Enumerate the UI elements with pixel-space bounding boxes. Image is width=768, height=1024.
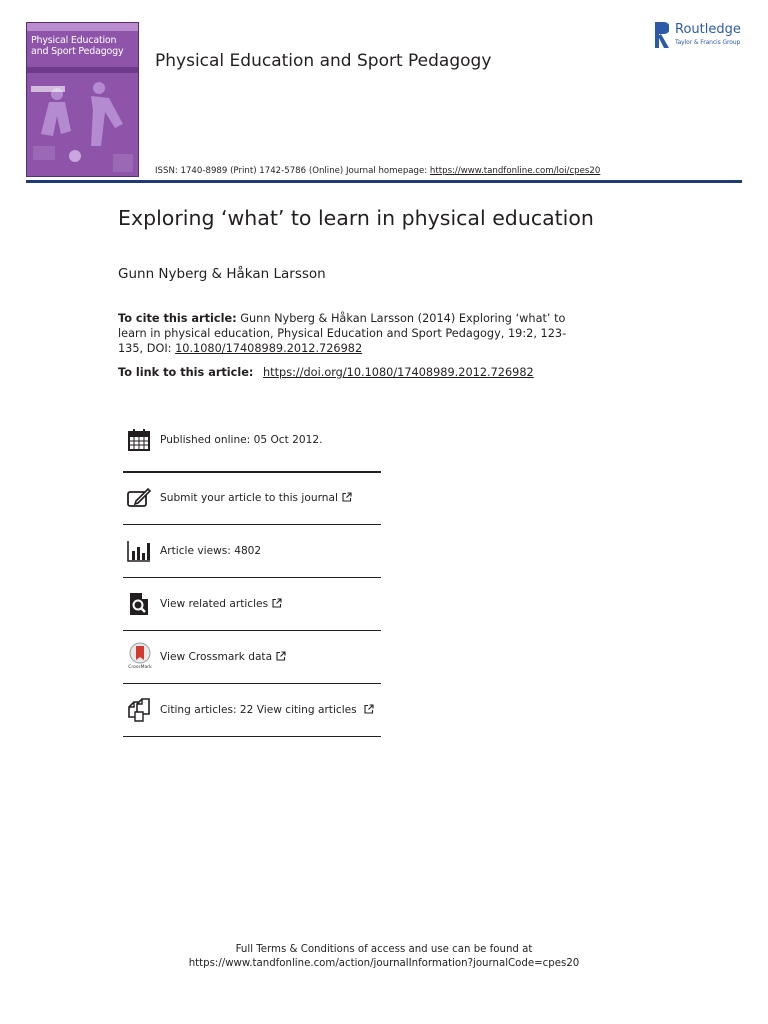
citing-articles-row[interactable] [123,684,381,736]
submit-article-label[interactable]: Submit your article to this journal [160,492,338,504]
cover-title: Physical Education and Sport Pedagogy [31,35,124,57]
journal-homepage-link[interactable]: https://www.tandfonline.com/loi/cpes20 [429,166,601,176]
footer [0,943,768,971]
routledge-logo-icon [655,22,669,48]
citation-block [118,311,588,356]
external-link-icon [364,704,374,714]
article-views: Article views: 4802 [160,545,262,557]
submit-article-row[interactable] [123,472,381,524]
citation-label: To cite this article: [118,312,237,325]
crossmark-icon [127,642,153,664]
issn-text: ISSN: 1740-8989 (Print) 1742-5786 (Online) Journal homepage: [155,166,428,176]
article-doi-link[interactable]: https://doi.org/10.1080/17408989.2012.726982 [263,366,534,379]
article-authors: Gunn Nyberg & Håkan Larsson [118,266,326,282]
link-block [118,366,534,379]
publisher-group: Taylor & Francis Group [675,39,741,46]
publisher-name: Routledge [675,22,741,37]
header-rule [26,180,742,183]
cover-bar [27,67,138,73]
citation-doi-link[interactable]: 10.1080/17408989.2012.726982 [175,342,363,355]
cover-strip [27,23,138,31]
external-link-icon [342,492,352,502]
crossmark-row[interactable] [123,631,381,683]
article-title: Exploring ‘what’ to learn in physical education [118,206,594,230]
citation-text: Gunn Nyberg & Håkan Larsson (2014) Exploring ‘what’ to learn in physical education, Physical Education and Sport Pedagogy, 19:2, 123-135, DOI: [118,312,567,355]
external-link-icon [272,598,282,608]
bar-chart-icon [127,539,151,563]
separator [123,736,381,737]
calendar-icon [127,428,151,452]
copy-documents-icon [127,698,151,722]
link-label: To link to this article: [118,366,254,379]
journal-cover [26,22,139,177]
footer-terms-text: Full Terms & Conditions of access and use can be found at [235,944,533,955]
related-articles-label[interactable]: View related articles [160,598,269,610]
crossmark-label[interactable]: View Crossmark data [160,651,273,663]
published-row [123,414,381,466]
footer-terms-link[interactable]: https://www.tandfonline.com/action/journalInformation?journalCode=cpes20 [188,958,580,969]
crossmark-caption: CrossMark [128,665,152,670]
article-views-row [123,525,381,577]
external-link-icon [276,651,286,661]
crossmark-badge [127,642,153,672]
cover-figures-image [27,76,138,176]
related-articles-row[interactable] [123,578,381,630]
journal-title: Physical Education and Sport Pedagogy [155,51,492,71]
issn-line [155,166,600,176]
document-search-icon [127,592,151,616]
published-date: Published online: 05 Oct 2012. [160,434,323,446]
edit-icon [127,486,151,510]
citing-articles-label[interactable]: Citing articles: 22 View citing articles [160,704,357,716]
